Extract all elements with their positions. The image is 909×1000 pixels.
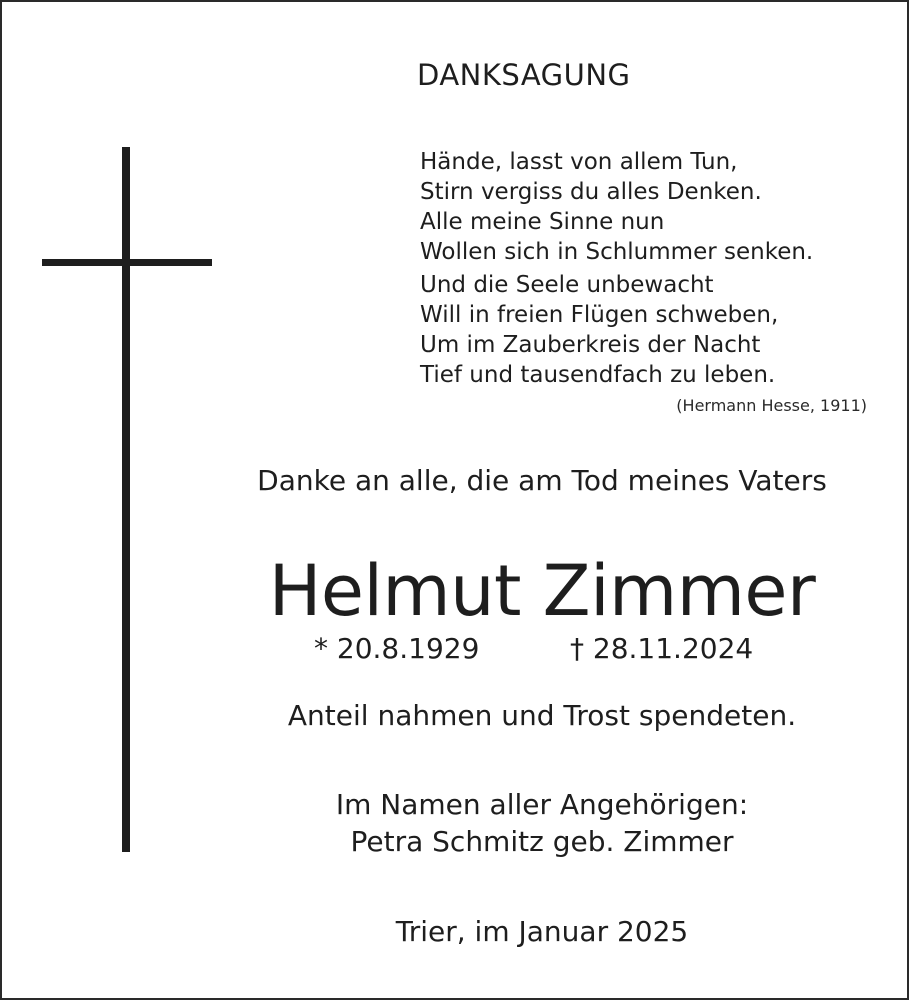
poem-line: Alle meine Sinne nun: [420, 209, 665, 235]
notice-heading: DANKSAGUNG: [417, 58, 631, 92]
family-intro: Im Namen aller Angehörigen:: [335, 788, 749, 821]
poem-line: Und die Seele unbewacht: [420, 272, 714, 298]
poem-line: Wollen sich in Schlummer senken.: [420, 239, 814, 265]
family-signature: Petra Schmitz geb. Zimmer: [350, 825, 734, 858]
birth-date: * 20.8.1929: [314, 632, 480, 665]
poem-line: Tief und tausendfach zu leben.: [420, 362, 776, 388]
poem-stanza-2: [420, 270, 890, 390]
poem-stanza-1: [420, 147, 890, 267]
cross-horizontal-bar: [42, 259, 212, 266]
deceased-name: Helmut Zimmer: [268, 550, 816, 632]
consolation-line: Anteil nahmen und Trost spendeten.: [287, 699, 797, 732]
poem-line: Um im Zauberkreis der Nacht: [420, 332, 761, 358]
poem-line: Will in freien Flügen schweben,: [420, 302, 779, 328]
poem-line: Stirn vergiss du alles Denken.: [420, 179, 762, 205]
place-date: Trier, im Januar 2025: [395, 915, 689, 948]
death-date: † 28.11.2024: [570, 632, 754, 665]
thanks-line: Danke an alle, die am Tod meines Vaters: [257, 464, 827, 497]
cross-vertical-bar: [122, 147, 130, 852]
poem-attribution: (Hermann Hesse, 1911): [676, 396, 867, 415]
poem-line: Hände, lasst von allem Tun,: [420, 149, 738, 175]
